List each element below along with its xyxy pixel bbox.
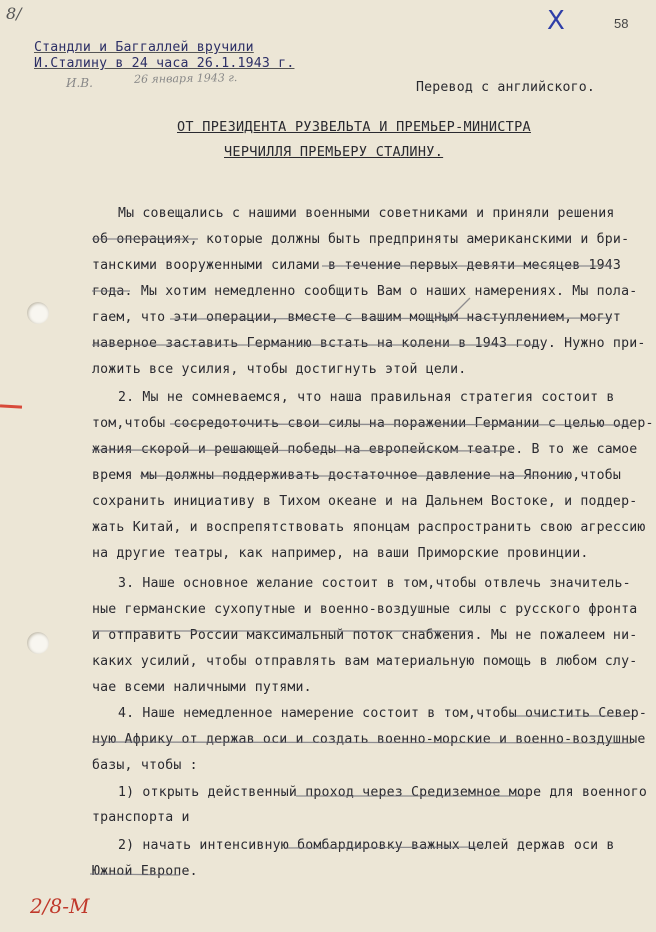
body-line: ные германские сухопутные и военно-воздушные силы с русского фронта xyxy=(92,602,638,617)
delivery-note-line2: И.Сталину в 24 часа 26.1.1943 г. xyxy=(34,56,295,71)
body-line: чае всеми наличными путями. xyxy=(92,680,312,695)
body-line: том,чтобы сосредоточить свои силы на поражении Германии с целью одер- xyxy=(92,416,654,431)
body-line: время мы должны поддерживать достаточное давление на Японию,чтобы xyxy=(92,468,622,483)
delivery-note-line1: Стандли и Баггаллей вручили xyxy=(34,40,254,55)
body-line: Южной Европе. xyxy=(92,864,198,879)
body-line: ложить все усилия, чтобы достигнуть этой цели. xyxy=(92,362,467,377)
body-line: 1) открыть действенный проход через Средиземное море для военного xyxy=(118,785,648,800)
body-line: 2. Мы не сомневаемся, что наша правильная стратегия состоит в xyxy=(118,390,615,405)
body-line: базы, чтобы : xyxy=(92,758,198,773)
handwritten-footer-mark: 2/8-М xyxy=(30,894,90,918)
body-line: Мы совещались с нашими военными советниками и приняли решения xyxy=(118,206,615,221)
handwritten-initials: И.В. xyxy=(66,76,93,90)
body-line: танскими вооруженными силами в течение первых девяти месяцев 1943 xyxy=(92,258,622,273)
body-line: сохранить инициативу в Тихом океане и на Дальнем Востоке, и поддер- xyxy=(92,494,638,509)
body-line: на другие театры, как например, на ваши Приморские провинции. xyxy=(92,546,589,561)
document-title-line2: ЧЕРЧИЛЛЯ ПРЕМЬЕРУ СТАЛИНУ. xyxy=(224,144,444,160)
corner-mark: 8/ xyxy=(6,4,22,23)
body-line: 2) начать интенсивную бомбардировку важных целей держав оси в xyxy=(118,838,615,853)
body-line: об операциях, которые должны быть предприняты американскими и бри- xyxy=(92,232,630,247)
body-line: транспорта и xyxy=(92,810,190,825)
body-line: 4. Наше немедленное намерение состоит в том,чтобы очистить Север- xyxy=(118,706,648,721)
document-title-line1: ОТ ПРЕЗИДЕНТА РУЗВЕЛЬТА И ПРЕМЬЕР-МИНИСТРА xyxy=(177,119,531,135)
body-line: наверное заставить Германию встать на колени в 1943 году. Нужно при- xyxy=(92,336,646,351)
handwritten-date: 26 января 1943 г. xyxy=(133,71,238,86)
body-line: года. Мы хотим немедленно сообщить Вам о наших намерениях. Мы пола- xyxy=(92,284,638,299)
translation-note: Перевод с английского. xyxy=(416,80,596,95)
body-line: гаем, что эти операции, вместе с вашим мощным наступлением, могут xyxy=(92,310,622,325)
body-line: ную Африку от держав оси и создать военно-морские и военно-воздушные xyxy=(92,732,646,747)
body-line: 3. Наше основное желание состоит в том,чтобы отвлечь значитель- xyxy=(118,576,631,591)
page-number: 58 xyxy=(614,16,629,31)
blue-check-mark: X xyxy=(547,6,565,36)
body-line: жания скорой и решающей победы на европейском театре. В то же самое xyxy=(92,442,638,457)
body-line: и отправить России максимальный поток снабжения. Мы не пожалеем ни- xyxy=(92,628,638,643)
body-line: жать Китай, и воспрепятствовать японцам распространить свою агрессию xyxy=(92,520,646,535)
body-line: каких усилий, чтобы отправлять вам материальную помощь в любом слу- xyxy=(92,654,638,669)
